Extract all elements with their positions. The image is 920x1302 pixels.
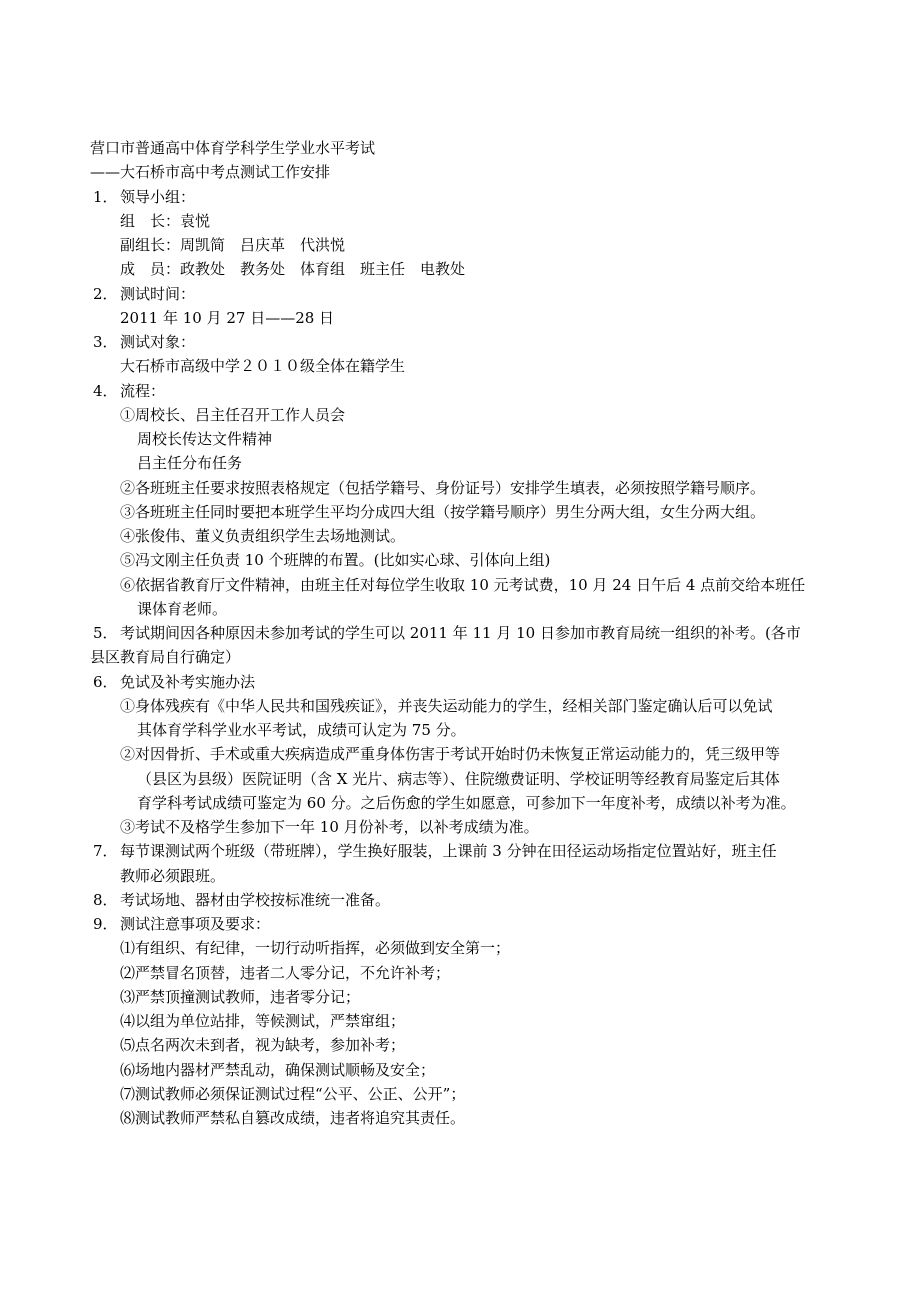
document-body — [0, 136, 920, 1130]
section-line: 周校长传达文件精神 — [137, 430, 273, 448]
section-line: ③各班班主任同时要把本班学生平均分成四大组（按学籍号顺序）男生分两大组，女生分两大组。 — [120, 502, 766, 521]
section-line: ①周校长、吕主任召开工作人员会 — [120, 405, 346, 424]
section-line: 县区教育局自行确定） — [90, 648, 241, 667]
section-line: 育学科考试成绩可鉴定为 60 分。之后伤愈的学生如愿意，可参加下一年度补考，成绩以补考为准。 — [137, 793, 796, 812]
section-heading: 1． 领导小组： — [93, 187, 196, 206]
section-line: 成 员：政教处 教务处 体育组 班主任 电教处 — [120, 260, 466, 279]
section-line: 大石桥市高级中学２０１０级全体在籍学生 — [120, 357, 406, 376]
document-subtitle: ——大石桥市高中考点测试工作安排 — [90, 163, 331, 182]
section-line: 课体育老师。 — [137, 599, 228, 618]
section-heading: 9． 测试注意事项及要求： — [93, 915, 271, 933]
section-line: 其体育学科学业水平考试，成绩可认定为 75 分。 — [137, 721, 466, 739]
section-line: 组 长：袁悦 — [120, 211, 211, 230]
section-heading: 5． 考试期间因各种原因未参加考试的学生可以 2011 年 11 月 10 日参加市教育局统一组织的补考。(各市 — [93, 624, 801, 642]
section-heading: 7． 每节课测试两个班级（带班牌），学生换好服装，上课前 3 分钟在田径运动场指定位置站好，班主任 — [93, 842, 777, 861]
section-line: ⑵严禁冒名顶替，违者二人零分记，不允许补考； — [120, 963, 451, 982]
section-line: ⑸点名两次未到者，视为缺考，参加补考； — [120, 1036, 406, 1055]
section-line: ⑷以组为单位站排，等候测试，严禁窜组； — [120, 1012, 406, 1030]
section-line: ⑻测试教师严禁私自篡改成绩，违者将追究其责任。 — [120, 1109, 466, 1127]
section-line: ⑤冯文刚主任负责 10 个班牌的布置。(比如实心球、引体向上组) — [120, 551, 551, 570]
document-title: 营口市普通高中体育学科学生学业水平考试 — [90, 139, 376, 157]
section-line: ④张俊伟、董义负责组织学生去场地测试。 — [120, 527, 406, 545]
section-line: 2011 年 10 月 27 日——28 日 — [120, 308, 335, 327]
section-line: ⑴有组织、有纪律，一切行动听指挥，必须做到安全第一； — [120, 939, 511, 958]
section-line: （县区为县级）医院证明（含 X 光片、病志等）、住院缴费证明、学校证明等经教育局鉴定后其体 — [137, 769, 780, 788]
section-line: ⑥依据省教育厅文件精神，由班主任对每位学生收取 10 元考试费，10 月 24 日午后 4 点前交给本班任 — [120, 575, 806, 594]
section-line: ⑶严禁顶撞测试教师，违者零分记； — [120, 987, 361, 1006]
section-heading: 6． 免试及补考实施办法 — [93, 672, 256, 691]
section-line: ③考试不及格学生参加下一年 10 月份补考，以补考成绩为准。 — [120, 818, 539, 836]
section-heading: 3． 测试对象： — [93, 333, 196, 351]
section-line: ⑺测试教师必须保证测试过程“公平、公正、公开”； — [120, 1084, 466, 1103]
section-heading: 8． 考试场地、器材由学校按标准统一准备。 — [93, 890, 391, 909]
section-line: ②各班班主任要求按照表格规定（包括学籍号、身份证号）安排学生填表，必须按照学籍号顺序。 — [120, 478, 766, 497]
section-line: ⑹场地内器材严禁乱动，确保测试顺畅及安全； — [120, 1060, 436, 1079]
section-heading: 4． 流程： — [93, 381, 166, 400]
section-line: 吕主任分布任务 — [137, 454, 243, 473]
section-line: 副组长：周凯简 吕庆革 代洪悦 — [120, 236, 346, 254]
section-line: 教师必须跟班。 — [120, 866, 226, 885]
section-line: ②对因骨折、手术或重大疾病造成严重身体伤害于考试开始时仍未恢复正常运动能力的，凭三级甲等 — [120, 745, 781, 764]
section-heading: 2． 测试时间： — [93, 284, 196, 303]
section-line: ①身体残疾有《中华人民共和国残疾证》，并丧失运动能力的学生，经相关部门鉴定确认后可以免试 — [120, 696, 773, 715]
